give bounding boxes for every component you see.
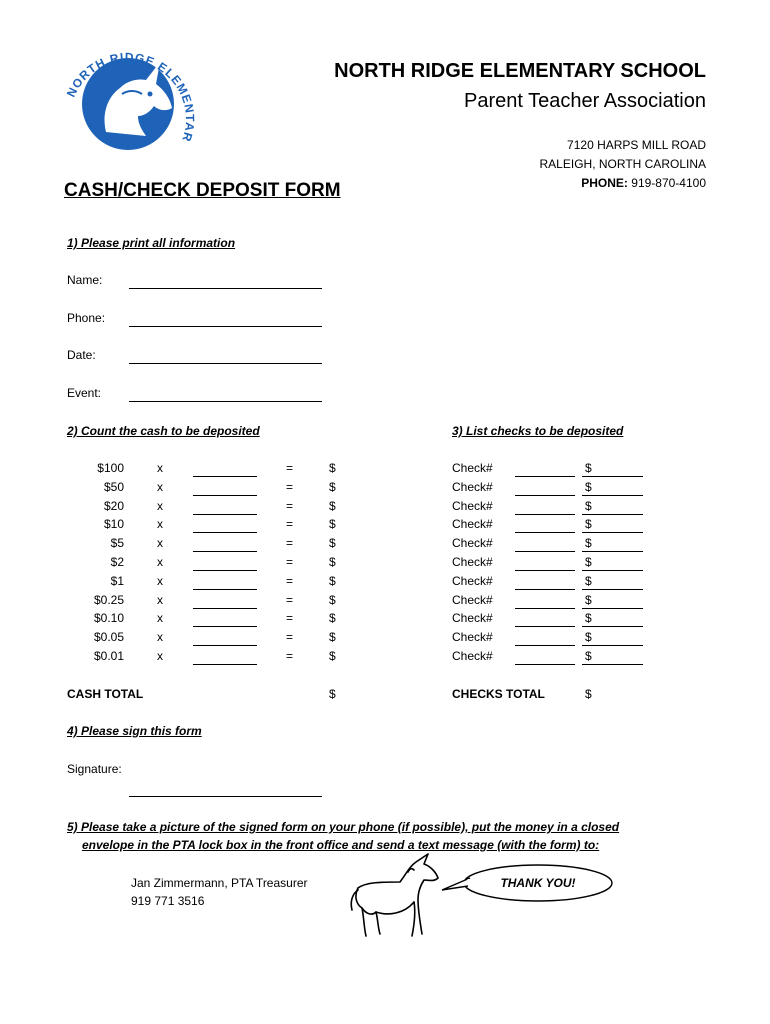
check-amount-dollar: $ — [585, 536, 592, 550]
check-amount-input-line[interactable] — [582, 476, 643, 477]
count-input-line[interactable] — [193, 551, 257, 552]
check-number-input-line[interactable] — [515, 664, 575, 665]
unicorn-illustration — [348, 852, 444, 940]
check-amount-input-line[interactable] — [582, 570, 643, 571]
check-amount-input-line[interactable] — [582, 626, 643, 627]
count-input-line[interactable] — [193, 589, 257, 590]
amount-dollar: $ — [329, 461, 336, 475]
check-number-input-line[interactable] — [515, 608, 575, 609]
times-sign: x — [157, 536, 163, 550]
denomination-label: $0.01 — [93, 649, 124, 663]
check-amount-dollar: $ — [585, 461, 592, 475]
school-logo — [62, 36, 202, 158]
equals-sign: = — [286, 593, 294, 607]
school-name: NORTH RIDGE ELEMENTARY SCHOOL — [334, 60, 706, 82]
check-number-label: Check# — [452, 611, 493, 625]
check-amount-dollar: $ — [585, 649, 592, 663]
check-amount-input-line[interactable] — [582, 551, 643, 552]
treasurer-contact — [131, 874, 308, 910]
denomination-label: $2 — [110, 555, 124, 569]
phone-line — [581, 176, 706, 190]
times-sign: x — [157, 630, 163, 644]
amount-dollar: $ — [329, 630, 336, 644]
equals-sign: = — [286, 480, 294, 494]
signature-label: Signature: — [67, 762, 122, 776]
times-sign: x — [157, 649, 163, 663]
check-amount-input-line[interactable] — [582, 495, 643, 496]
section-2-heading: 2) Count the cash to be deposited — [67, 424, 260, 438]
field-label: Event: — [67, 386, 102, 400]
instructions-line-2: envelope in the PTA lock box in the front office and send a text message (with the form) to: — [82, 838, 600, 852]
equals-sign: = — [286, 555, 294, 569]
check-number-input-line[interactable] — [515, 532, 575, 533]
cash-total-label: CASH TOTAL — [67, 687, 144, 701]
count-input-line[interactable] — [193, 645, 257, 646]
address-line-2: RALEIGH, NORTH CAROLINA — [539, 157, 706, 171]
check-amount-dollar: $ — [585, 574, 592, 588]
checks-total-label: CHECKS TOTAL — [452, 687, 545, 701]
equals-sign: = — [286, 536, 294, 550]
amount-dollar: $ — [329, 611, 336, 625]
form-title: CASH/CHECK DEPOSIT FORM — [64, 180, 341, 201]
check-number-input-line[interactable] — [515, 551, 575, 552]
check-amount-input-line[interactable] — [582, 532, 643, 533]
amount-dollar: $ — [329, 517, 336, 531]
cash-total-dollar: $ — [329, 687, 336, 701]
times-sign: x — [157, 574, 163, 588]
count-input-line[interactable] — [193, 664, 257, 665]
check-amount-dollar: $ — [585, 593, 592, 607]
check-amount-dollar: $ — [585, 499, 592, 513]
address-line-1: 7120 HARPS MILL ROAD — [567, 138, 706, 152]
field-label: Name: — [67, 273, 103, 287]
check-number-label: Check# — [452, 555, 493, 569]
field-input-line[interactable] — [129, 288, 322, 289]
check-number-label: Check# — [452, 649, 493, 663]
denomination-label: $0.05 — [93, 630, 124, 644]
times-sign: x — [157, 593, 163, 607]
check-number-label: Check# — [452, 517, 493, 531]
phone-label: PHONE: — [581, 176, 628, 190]
denomination-label: $10 — [103, 517, 124, 531]
field-label: Phone: — [67, 311, 106, 325]
check-number-label: Check# — [452, 593, 493, 607]
field-input-line[interactable] — [129, 363, 322, 364]
denomination-label: $0.25 — [93, 593, 124, 607]
amount-dollar: $ — [329, 574, 336, 588]
count-input-line[interactable] — [193, 608, 257, 609]
check-number-input-line[interactable] — [515, 495, 575, 496]
treasurer-phone: 919 771 3516 — [131, 894, 205, 908]
field-input-line[interactable] — [129, 401, 322, 402]
amount-dollar: $ — [329, 499, 336, 513]
equals-sign: = — [286, 499, 294, 513]
equals-sign: = — [286, 649, 294, 663]
check-number-input-line[interactable] — [515, 514, 575, 515]
times-sign: x — [157, 480, 163, 494]
check-amount-dollar: $ — [585, 480, 592, 494]
equals-sign: = — [286, 461, 294, 475]
amount-dollar: $ — [329, 555, 336, 569]
check-amount-input-line[interactable] — [582, 645, 643, 646]
equals-sign: = — [286, 630, 294, 644]
count-input-line[interactable] — [193, 570, 257, 571]
checks-total-dollar: $ — [585, 687, 592, 701]
times-sign: x — [157, 461, 163, 475]
check-amount-input-line[interactable] — [582, 664, 643, 665]
check-amount-dollar: $ — [585, 517, 592, 531]
section-4-heading: 4) Please sign this form — [67, 724, 202, 738]
check-number-input-line[interactable] — [515, 645, 575, 646]
check-number-input-line[interactable] — [515, 626, 575, 627]
count-input-line[interactable] — [193, 476, 257, 477]
treasurer-name: Jan Zimmermann, PTA Treasurer — [131, 876, 308, 890]
check-amount-input-line[interactable] — [582, 589, 643, 590]
check-number-label: Check# — [452, 630, 493, 644]
denomination-label: $20 — [103, 499, 124, 513]
field-input-line[interactable] — [129, 326, 322, 327]
amount-dollar: $ — [329, 649, 336, 663]
denomination-label: $100 — [97, 461, 124, 475]
signature-field[interactable] — [129, 796, 322, 797]
count-input-line[interactable] — [193, 495, 257, 496]
times-sign: x — [157, 499, 163, 513]
phone-value: 919-870-4100 — [631, 176, 706, 190]
thank-you-text: THANK YOU! — [500, 876, 576, 890]
logo-text: NORTH RIDGE ELEMENTAR — [63, 49, 197, 144]
denomination-label: $0.10 — [93, 611, 124, 625]
times-sign: x — [157, 555, 163, 569]
check-number-input-line[interactable] — [515, 589, 575, 590]
equals-sign: = — [286, 574, 294, 588]
check-amount-dollar: $ — [585, 611, 592, 625]
amount-dollar: $ — [329, 480, 336, 494]
check-number-label: Check# — [452, 536, 493, 550]
denomination-label: $1 — [110, 574, 124, 588]
amount-dollar: $ — [329, 536, 336, 550]
check-amount-dollar: $ — [585, 555, 592, 569]
equals-sign: = — [286, 517, 294, 531]
instructions — [67, 818, 619, 854]
section-3-heading: 3) List checks to be deposited — [452, 424, 624, 438]
check-number-label: Check# — [452, 461, 493, 475]
count-input-line[interactable] — [193, 626, 257, 627]
count-input-line[interactable] — [193, 514, 257, 515]
times-sign: x — [157, 611, 163, 625]
instructions-line-1: 5) Please take a picture of the signed form on your phone (if possible), put the money in a closed — [67, 820, 620, 834]
denomination-label: $5 — [110, 536, 124, 550]
count-input-line[interactable] — [193, 532, 257, 533]
equals-sign: = — [286, 611, 294, 625]
check-number-input-line[interactable] — [515, 476, 575, 477]
association-name: Parent Teacher Association — [463, 90, 706, 112]
thank-you-bubble — [440, 862, 614, 906]
check-number-label: Check# — [452, 574, 493, 588]
section-1-heading: 1) Please print all information — [67, 236, 236, 250]
check-number-label: Check# — [452, 499, 493, 513]
denomination-label: $50 — [103, 480, 124, 494]
amount-dollar: $ — [329, 593, 336, 607]
check-number-input-line[interactable] — [515, 570, 575, 571]
field-label: Date: — [67, 348, 96, 362]
check-amount-input-line[interactable] — [582, 514, 643, 515]
check-amount-input-line[interactable] — [582, 608, 643, 609]
check-amount-dollar: $ — [585, 630, 592, 644]
times-sign: x — [157, 517, 163, 531]
check-number-label: Check# — [452, 480, 493, 494]
